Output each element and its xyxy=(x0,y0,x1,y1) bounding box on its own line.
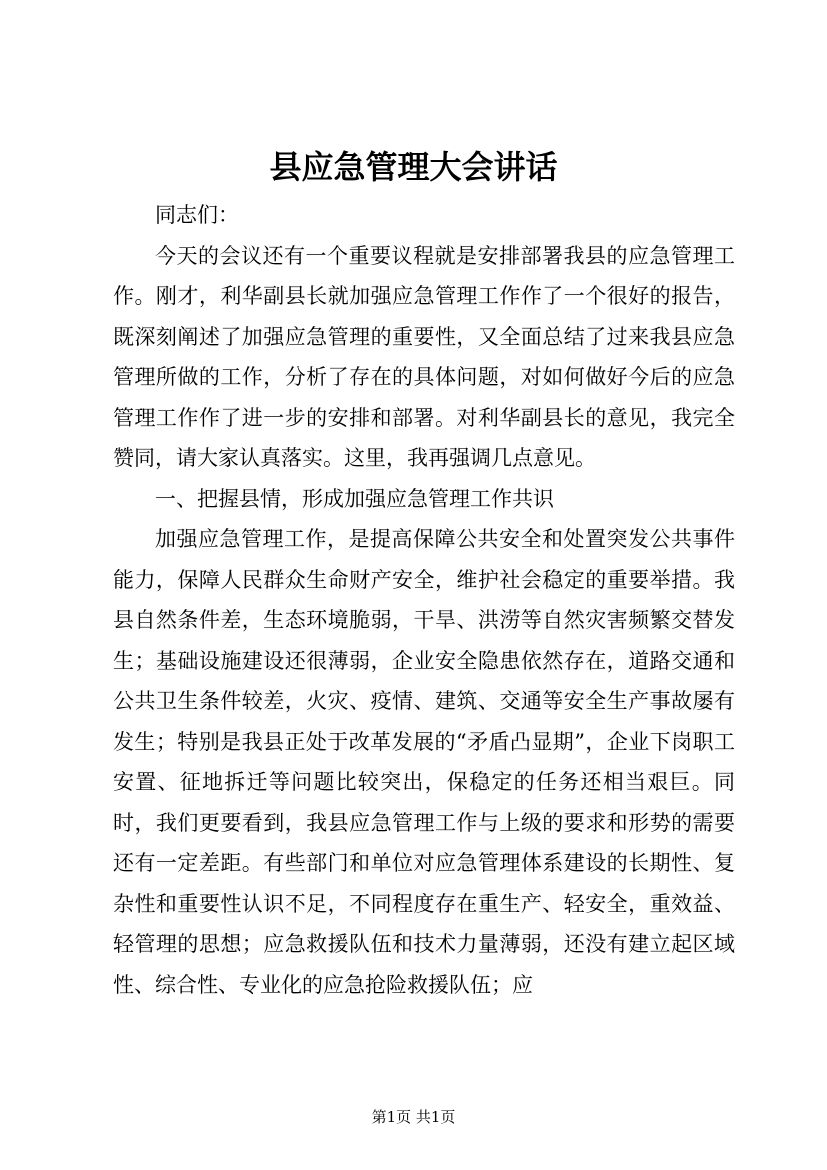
body-paragraph: 加强应急管理工作，是提高保障公共安全和处置突发公共事件能力，保障人民群众生命财产安全，维护社会稳定的重要举措。我县自然条件差，生态环境脆弱，干旱、洪涝等自然灾害频繁交替发生；基础设施建设还很薄弱，企业安全隐患依然存在，道路交通和公共卫生条件较差，火灾、疫情、建筑、交通等安全生产事故屡有发生；特别是我县正处于改革发展的“矛盾凸显期”，企业下岗职工安置、征地拆迁等问题比较突出，保稳定的任务还相当艰巨。同时，我们更要看到，我县应急管理工作与上级的要求和形势的需要还有一定差距。有些部门和单位对应急管理体系建设的长期性、复杂性和重要性认识不足，不同程度存在重生产、轻安全，重效益、轻管理的思想；应急救援队伍和技术力量薄弱，还没有建立起区域性、综合性、专业化的应急抢险救援队伍；应 xyxy=(113,527,735,997)
document-title: 县应急管理大会讲话 xyxy=(269,148,558,186)
body-paragraph: 今天的会议还有一个重要议程就是安排部署我县的应急管理工作。刚才，利华副县长就加强应急管理工作作了一个很好的报告，既深刻阐述了加强应急管理的重要性，又全面总结了过来我县应急管理所做的工作，分析了存在的具体问题，对如何做好今后的应急管理工作作了进一步的安排和部署。对利华副县长的意见，我完全赞同，请大家认真落实。这里，我再强调几点意见。 xyxy=(113,243,735,470)
section-heading: 一、把握县情，形成加强应急管理工作共识 xyxy=(155,486,554,511)
salutation-paragraph: 同志们： xyxy=(155,203,239,227)
page-footer: 第1页 共1页 xyxy=(371,1108,456,1126)
document-body xyxy=(113,195,735,1005)
